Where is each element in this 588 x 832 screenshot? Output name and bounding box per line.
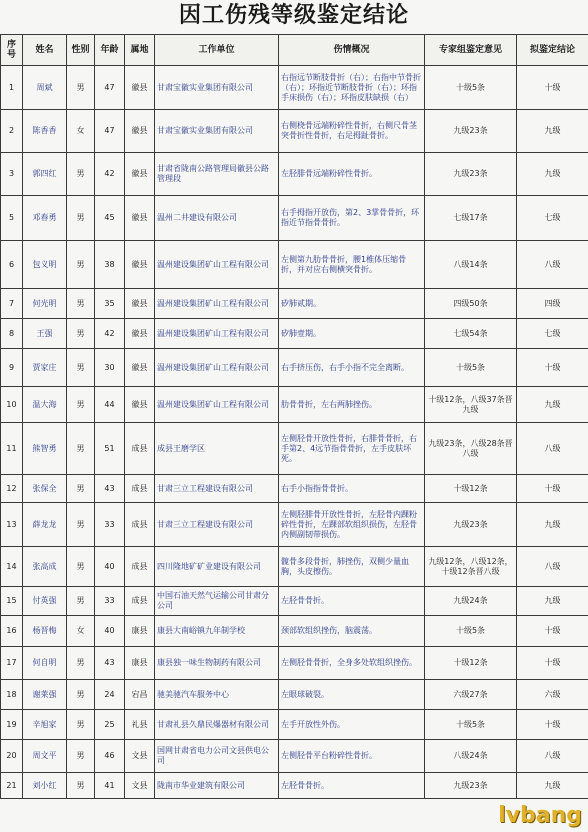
cell-detail: 左侧第九肋骨骨折，腰1椎体压缩骨折，并对应右侧横突骨折。 [279,241,425,289]
cell-area: 徽县 [125,153,155,196]
cell-no: 1 [1,66,23,110]
cell-expert: 十级12条，八级37条晋九级 [425,387,517,423]
cell-name: 邓春勇 [23,196,67,241]
cell-name: 贾家庄 [23,349,67,387]
cell-detail: 左侧胫腓骨开放性骨折，左胫骨内踝粉碎性骨折，左踝部软组织损伤，左胫骨内侧副韧带损伤。 [279,503,425,547]
cell-expert: 九级23条 [425,773,517,799]
table-row [1,587,588,616]
watermark-logo: lvbang [498,803,582,828]
cell-result: 十级 [517,710,588,740]
cell-age: 45 [95,196,125,241]
table-row [1,647,588,680]
cell-expert: 八级14条 [425,241,517,289]
cell-result: 十级 [517,475,588,503]
cell-name: 刘小红 [23,773,67,799]
cell-sex: 男 [67,547,95,587]
cell-age: 30 [95,349,125,387]
cell-age: 25 [95,710,125,740]
cell-name: 温大海 [23,387,67,423]
cell-result: 六级 [517,680,588,710]
cell-unit: 陇南市华业建筑有限公司 [155,773,279,799]
cell-expert: 九级23条 [425,110,517,153]
cell-unit: 驰美驰汽车服务中心 [155,680,279,710]
cell-detail: 髋骨多段骨折，肺挫伤，双侧少量血胸，头皮擦伤。 [279,547,425,587]
cell-sex: 男 [67,710,95,740]
cell-no: 21 [1,773,23,799]
cell-unit: 甘肃省陇南公路管理局徽县公路管理段 [155,153,279,196]
cell-age: 33 [95,503,125,547]
col-header-expert: 专家组鉴定意见 [425,35,517,66]
table-row [1,196,588,241]
cell-no: 8 [1,319,23,349]
cell-age: 38 [95,241,125,289]
cell-no: 11 [1,423,23,475]
table-body [1,66,588,799]
cell-result: 八级 [517,740,588,773]
cell-name: 周斌 [23,66,67,110]
cell-detail: 右手小指指骨骨折。 [279,475,425,503]
cell-no: 5 [1,196,23,241]
cell-expert: 九级23条 [425,503,517,547]
col-header-area: 属地 [125,35,155,66]
cell-result: 十级 [517,647,588,680]
cell-sex: 男 [67,423,95,475]
cell-unit: 成县王磨学区 [155,423,279,475]
cell-area: 徽县 [125,387,155,423]
cell-sex: 男 [67,319,95,349]
cell-result: 十级 [517,349,588,387]
cell-result: 七级 [517,319,588,349]
cell-name: 周文平 [23,740,67,773]
cell-age: 47 [95,66,125,110]
cell-result: 九级 [517,503,588,547]
cell-area: 康县 [125,647,155,680]
cell-result: 七级 [517,196,588,241]
cell-sex: 男 [67,475,95,503]
cell-result: 九级 [517,387,588,423]
col-header-no: 序号 [1,35,23,66]
cell-no: 2 [1,110,23,153]
cell-detail: 左眼球破裂。 [279,680,425,710]
cell-unit: 甘肃三立工程建设有限公司 [155,475,279,503]
cell-no: 20 [1,740,23,773]
cell-expert: 九级23条，八级28条晋八级 [425,423,517,475]
cell-expert: 十级5条 [425,616,517,647]
table-row [1,740,588,773]
cell-expert: 八级24条 [425,740,517,773]
cell-unit: 温州建设集团矿山工程有限公司 [155,349,279,387]
cell-no: 14 [1,547,23,587]
cell-no: 3 [1,153,23,196]
cell-area: 成县 [125,503,155,547]
cell-expert: 十级5条 [425,349,517,387]
cell-no: 9 [1,349,23,387]
cell-expert: 十级12条 [425,647,517,680]
cell-name: 谢莱强 [23,680,67,710]
cell-expert: 十级5条 [425,710,517,740]
col-header-name: 姓名 [23,35,67,66]
cell-sex: 男 [67,349,95,387]
cell-sex: 男 [67,289,95,319]
cell-name: 熊智勇 [23,423,67,475]
cell-detail: 右侧桡骨远端粉碎性骨折，右侧尺骨茎突骨折性骨折，右足拇趾骨折。 [279,110,425,153]
cell-age: 44 [95,387,125,423]
cell-unit: 温州建设集团矿山工程有限公司 [155,387,279,423]
table-row [1,349,588,387]
appraisal-table [0,34,588,799]
cell-detail: 左胫骨骨折。 [279,773,425,799]
cell-detail: 左侧胫骨骨折，全身多处软组织挫伤。 [279,647,425,680]
cell-result: 四级 [517,289,588,319]
cell-no: 10 [1,387,23,423]
cell-no: 13 [1,503,23,547]
cell-age: 51 [95,423,125,475]
cell-no: 19 [1,710,23,740]
cell-unit: 康县独一味生物制药有限公司 [155,647,279,680]
cell-sex: 男 [67,153,95,196]
cell-name: 陈香香 [23,110,67,153]
cell-name: 付英强 [23,587,67,616]
cell-name: 何光明 [23,289,67,319]
cell-no: 18 [1,680,23,710]
cell-age: 33 [95,587,125,616]
table-row [1,153,588,196]
cell-area: 文县 [125,740,155,773]
cell-sex: 男 [67,503,95,547]
cell-no: 16 [1,616,23,647]
cell-name: 包义明 [23,241,67,289]
cell-age: 24 [95,680,125,710]
cell-detail: 右手挤压伤，右手小指不完全离断。 [279,349,425,387]
cell-unit: 温州建设集团矿山工程有限公司 [155,289,279,319]
cell-result: 九级 [517,153,588,196]
cell-area: 文县 [125,773,155,799]
cell-result: 九级 [517,587,588,616]
cell-name: 张保全 [23,475,67,503]
table-row [1,289,588,319]
cell-unit: 中国石油天然气运输公司甘肃分公司 [155,587,279,616]
cell-unit: 温州建设集团矿山工程有限公司 [155,319,279,349]
table-row [1,503,588,547]
table-row [1,241,588,289]
cell-expert: 十级12条 [425,475,517,503]
cell-detail: 左手开放性外伤。 [279,710,425,740]
cell-detail: 左侧胫骨开放性骨折，右腓骨骨折，右手第2、4远节指骨骨折，左手皮肤坏死。 [279,423,425,475]
cell-area: 康县 [125,616,155,647]
cell-unit: 甘肃宝徽实业集团有限公司 [155,66,279,110]
cell-result: 十级 [517,616,588,647]
cell-sex: 男 [67,387,95,423]
cell-area: 成县 [125,475,155,503]
cell-age: 41 [95,773,125,799]
cell-detail: 左胫骨骨折。 [279,587,425,616]
table-row [1,680,588,710]
table-row [1,475,588,503]
cell-area: 宕昌 [125,680,155,710]
table-row [1,387,588,423]
cell-expert: 九级24条 [425,587,517,616]
cell-sex: 男 [67,196,95,241]
cell-detail: 右指远节断肢骨折（右）；右指中节骨折（右）；环指近节断肢骨折（右）；环指手床损伤（右）；环指皮肤缺损（右） [279,66,425,110]
cell-unit: 甘肃礼县久鼎民爆器材有限公司 [155,710,279,740]
cell-no: 12 [1,475,23,503]
cell-expert: 九级23条 [425,153,517,196]
cell-no: 15 [1,587,23,616]
cell-area: 徽县 [125,196,155,241]
cell-expert: 十级5条 [425,66,517,110]
col-header-detail: 伤情概况 [279,35,425,66]
table-row [1,773,588,799]
cell-name: 薛龙龙 [23,503,67,547]
cell-name: 杨晋梅 [23,616,67,647]
table-row [1,616,588,647]
cell-age: 40 [95,547,125,587]
cell-detail: 左侧胫骨平台粉碎性骨折。 [279,740,425,773]
cell-age: 47 [95,110,125,153]
cell-expert: 七级17条 [425,196,517,241]
table-row [1,423,588,475]
cell-sex: 男 [67,740,95,773]
cell-sex: 女 [67,616,95,647]
cell-area: 成县 [125,423,155,475]
cell-unit: 甘肃三立工程建设有限公司 [155,503,279,547]
cell-area: 徽县 [125,110,155,153]
cell-detail: 肋骨骨折，左右两肺挫伤。 [279,387,425,423]
cell-no: 7 [1,289,23,319]
cell-expert: 七级54条 [425,319,517,349]
cell-sex: 男 [67,773,95,799]
cell-sex: 男 [67,680,95,710]
cell-expert: 四级50条 [425,289,517,319]
cell-age: 42 [95,153,125,196]
cell-unit: 温州建设集团矿山工程有限公司 [155,241,279,289]
cell-age: 35 [95,289,125,319]
cell-sex: 男 [67,241,95,289]
cell-unit: 温州二井建设有限公司 [155,196,279,241]
cell-sex: 男 [67,66,95,110]
cell-area: 成县 [125,547,155,587]
col-header-unit: 工作单位 [155,35,279,66]
table-row [1,66,588,110]
cell-detail: 矽肺贰期。 [279,289,425,319]
cell-name: 郭四红 [23,153,67,196]
table-row [1,110,588,153]
cell-area: 礼县 [125,710,155,740]
cell-result: 九级 [517,773,588,799]
cell-no: 6 [1,241,23,289]
col-header-age: 年龄 [95,35,125,66]
cell-detail: 右手拇指开放伤，第2、3掌骨骨折，环指近节指骨骨折。 [279,196,425,241]
cell-no: 17 [1,647,23,680]
cell-name: 辛旭家 [23,710,67,740]
cell-unit: 国网甘肃省电力公司文县供电公司 [155,740,279,773]
table-row [1,547,588,587]
cell-age: 43 [95,647,125,680]
cell-name: 张高成 [23,547,67,587]
cell-result: 八级 [517,241,588,289]
col-header-result: 拟鉴定结论 [517,35,588,66]
cell-unit: 康县大南峪镇九年制学校 [155,616,279,647]
cell-expert: 六级27条 [425,680,517,710]
cell-area: 徽县 [125,289,155,319]
cell-age: 46 [95,740,125,773]
cell-result: 八级 [517,547,588,587]
cell-area: 徽县 [125,349,155,387]
cell-sex: 女 [67,110,95,153]
cell-area: 徽县 [125,66,155,110]
cell-area: 成县 [125,587,155,616]
cell-result: 九级 [517,110,588,153]
cell-sex: 男 [67,647,95,680]
cell-detail: 左胫腓骨远端粉碎性骨折。 [279,153,425,196]
col-header-sex: 性别 [67,35,95,66]
cell-result: 十级 [517,66,588,110]
page-title: 因工伤残等级鉴定结论 [178,2,409,28]
cell-name: 何自明 [23,647,67,680]
cell-area: 徽县 [125,241,155,289]
cell-age: 42 [95,319,125,349]
cell-sex: 男 [67,587,95,616]
cell-result: 八级 [517,423,588,475]
cell-detail: 颈部软组织挫伤，脑震荡。 [279,616,425,647]
cell-unit: 甘肃宝徽实业集团有限公司 [155,110,279,153]
cell-age: 40 [95,616,125,647]
cell-name: 王强 [23,319,67,349]
table-row [1,319,588,349]
table-row [1,710,588,740]
cell-expert: 九级12条，八级12条，十级12条晋八级 [425,547,517,587]
table-header-row [1,35,588,66]
cell-area: 徽县 [125,319,155,349]
cell-unit: 四川隆地矿矿业建设有限公司 [155,547,279,587]
cell-detail: 矽肺壹期。 [279,319,425,349]
cell-age: 43 [95,475,125,503]
